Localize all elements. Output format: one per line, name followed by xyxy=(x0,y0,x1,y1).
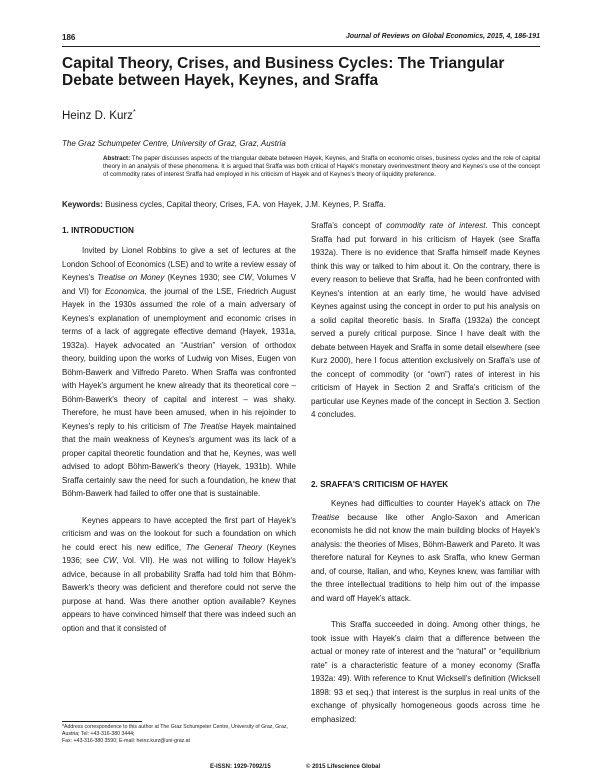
author-name xyxy=(62,109,136,122)
paragraph-intro-1: Invited by Lionel Robbins to give a set of lectures at the London School of Economics (LSE) and to write a review essay of Keynes's Treatise on Money (Keynes 1930; see CW, Volumes V and VI) for Economica, the journal of the LSE, Friedrich August Hayek in the 1930s assumed the role of a main adversary of Keynes's explanation of unemployment and economic crises in terms of a lack of aggregate effective demand (Hayek, 1931a, 1932a). Hayek advocated an “Austrian” version of orthodox theory, building upon the works of Ludwig von Mises, Eugen von Böhm-Bawerk and Vilfredo Pareto. When Sraffa was confronted with Hayek's argument he knew already that its theoretical core – Böhm-Bawerk's theory of capital and interest – was shaky. Therefore, he must have been amused, when in his rejoinder to Keynes's reply to his criticism of The Treatise Hayek maintained that the main weakness of Keynes's argument was its lack of a proper capital theoretic foundation and that he, Keynes, was well advised to adopt Böhm-Bawerk's theory (Hayek, 1931b). While Sraffa certainly saw the need for such a foundation, he knew that Böhm-Bawerk had failed to offer one that is sustainable. xyxy=(62,246,297,498)
paragraph-section2-1: Keynes had difficulties to counter Hayek's attack on The Treatise because like other Anglo-Saxon and American economists he did not know the main building blocks of Hayek's analysis: the theories of Mises, Böhm-Bawerk and Pareto. It was therefore natural for Keynes to ask Sraffa, who knew German and, of course, Italian, and who, Keynes knew, was familiar with the three intellectual traditions to help him out of the impasse and ward off Hayek's attack. xyxy=(311,499,540,603)
author-text: Heinz D. Kurz xyxy=(62,109,133,122)
keywords-label: Keywords: xyxy=(62,200,103,209)
keywords xyxy=(62,200,540,209)
paragraph-section2-2: This Sraffa succeeded in doing. Among other things, he took issue with Hayek's claim that a difference between the actual or money rate of interest and the “natural” or “equilibrium rate” is a characteristic feature of a money economy (Sraffa 1932a: 49). With reference to Knut Wicksell's definition (Wicksell 1898: 93 et seq.) that interest is the surplus in real units of the exchange of physically homogeneous goods across time he emphasized: xyxy=(311,620,540,724)
section-heading-sraffa-criticism: 2. SRAFFA'S CRITICISM OF HAYEK xyxy=(311,480,449,489)
author-footnote-mark: * xyxy=(132,109,136,116)
abstract xyxy=(103,155,540,179)
correspondence-footnote xyxy=(62,724,297,745)
header-rule xyxy=(62,46,540,47)
paragraph-intro-2: Keynes appears to have accepted the first part of Hayek's criticism and was on the lookout for such a foundation on which he could erect his new edifice, The General Theory (Keynes 1936; see CW, Vol. VII). He was not willing to follow Hayek's advice, because in all probability Sraffa had told him that Böhm-Bawerk's theory was deficient and therefore could not serve the purpose at hand. Was there another option available? Keynes appears to have convinced himself that there was indeed such an option and that it consisted of xyxy=(62,515,296,633)
article-title: Capital Theory, Crises, and Business Cycles: The Triangular Debate between Hayek, Keynes, and Sraffa xyxy=(62,55,505,89)
page-number: 186 xyxy=(62,33,76,42)
affiliation: The Graz Schumpeter Centre, University of Graz, Graz, Austria xyxy=(62,139,286,148)
right-column-top xyxy=(311,219,540,422)
right-column-section2 xyxy=(311,497,540,726)
abstract-label: Abstract: xyxy=(103,155,131,162)
journal-citation: Journal of Reviews on Global Economics, 2015, 4, 186-191 xyxy=(345,33,540,40)
eissn: E-ISSN: 1929-7092/15 xyxy=(210,764,271,770)
keywords-text: Business cycles, Capital theory, Crises, F.A. von Hayek, J.M. Keynes, P. Sraffa. xyxy=(105,200,386,209)
paragraph-intro-continued: Sraffa's concept of commodity rate of interest. This concept Sraffa had put forward in his criticism of Hayek (see Sraffa 1932a). There is no evidence that Sraffa himself made Keynes think this way or talked to him about it. On the contrary, there is every reason to believe that Sraffa, had he been confronted with Keynes's intention at an early time, he would have advised Keynes against using the concept in order to put his analysis on a solid capital theoretic basis. In Sraffa (1932a) the concept served a purely critical purpose. Since I have dealt with the debate between Hayek and Sraffa in some detail elsewhere (see Kurz 2000), here I focus attention exclusively on Sraffa's use of the concept of commodity (or “own”) rates of interest in his criticism of Hayek in Section 2 and Sraffa's criticism of the particular use Keynes made of the concept in Section 3. Section 4 concludes. xyxy=(311,221,541,419)
footnote-line-2: Fax: +43-316-380 3590; E-mail: heinz.kurz@uni-graz.at xyxy=(62,738,190,744)
abstract-text: The paper discusses aspects of the triangular debate between Hayek, Keynes, and Sraffa on economic crises, business cycles and the role of capital theory in an analysis of these phenomena. It is argued that Sraffa was both critical of Hayek's monetary overinvestment theory and Keynes's use of the concept of commodity rates of interest Sraffa had employed in his criticism of Hayek and of Keynes's theory of liquidity preference. xyxy=(103,155,541,178)
copyright: © 2015 Lifescience Global xyxy=(306,764,381,770)
footnote-line-1: *Address correspondence to this author at The Graz Schumpeter Centre, University of Graz, Graz, Austria; Tel: +43-316-380 3444; xyxy=(62,724,288,737)
left-column-body xyxy=(62,244,296,635)
section-heading-introduction: 1. INTRODUCTION xyxy=(62,226,134,235)
footnote-rule xyxy=(62,721,142,722)
